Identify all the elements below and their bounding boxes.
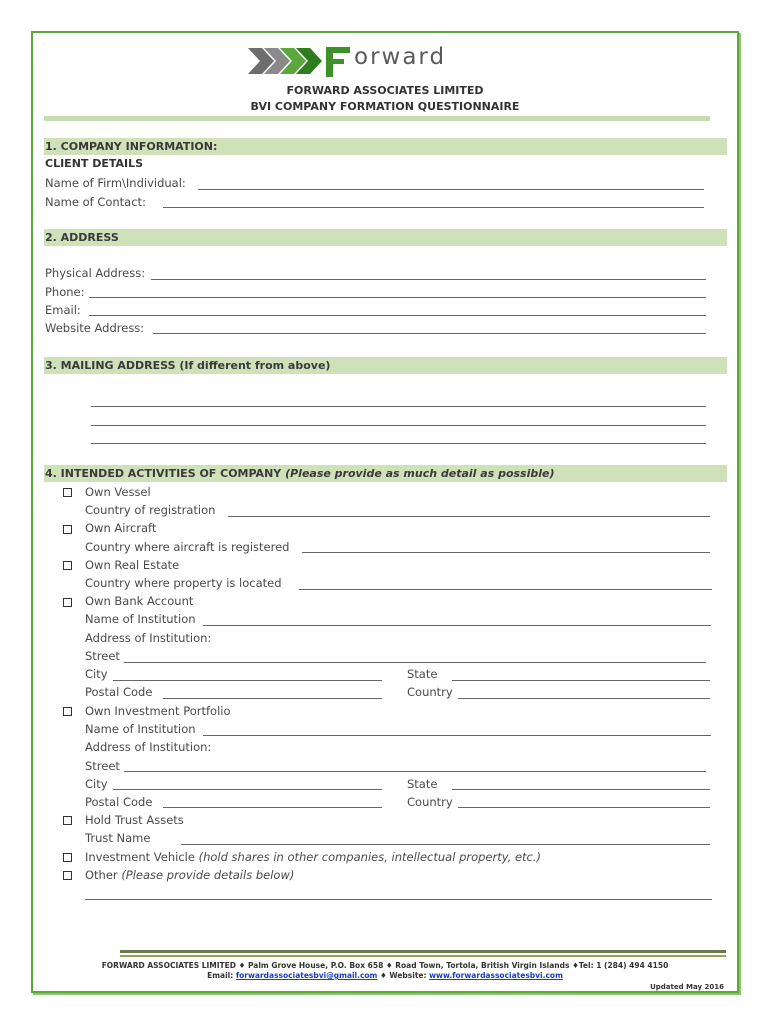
bank-institution-field[interactable]	[203, 625, 711, 626]
vessel-checkbox[interactable]	[63, 488, 72, 497]
bank-city-field[interactable]	[113, 680, 382, 681]
mailing-line-2[interactable]	[91, 425, 706, 426]
portfolio-checkbox[interactable]	[63, 707, 72, 716]
aircraft-country-label: Country where aircraft is registered	[85, 540, 290, 554]
trust-checkbox[interactable]	[63, 816, 72, 825]
document-title: BVI COMPANY FORMATION QUESTIONNAIRE	[250, 100, 520, 113]
email-label: Email:	[45, 303, 81, 317]
aircraft-checkbox[interactable]	[63, 525, 72, 534]
contact-label: Name of Contact:	[45, 195, 146, 209]
property-country-label: Country where property is located	[85, 576, 282, 590]
client-details-heading: CLIENT DETAILS	[45, 157, 144, 170]
phone-field[interactable]	[89, 297, 706, 298]
footer-divider-dark	[120, 950, 726, 953]
portfolio-address-label: Address of Institution:	[85, 740, 212, 754]
bank-street-field[interactable]	[124, 662, 706, 663]
aircraft-label: Own Aircraft	[85, 521, 157, 535]
physical-address-field[interactable]	[151, 279, 706, 280]
section-company-information: 1. COMPANY INFORMATION:	[44, 138, 727, 155]
bank-account-checkbox[interactable]	[63, 598, 72, 607]
website-label: Website Address:	[45, 321, 145, 335]
vessel-country-label: Country of registration	[85, 503, 216, 517]
bank-street-label: Street	[85, 649, 120, 663]
portfolio-institution-field[interactable]	[203, 735, 711, 736]
activities-note: (Please provide as much detail as possible)	[285, 467, 555, 480]
other-text: Other	[85, 868, 122, 882]
vessel-country-field[interactable]	[228, 516, 710, 517]
bank-account-label: Own Bank Account	[85, 594, 194, 608]
logo-chevrons-icon	[248, 44, 358, 78]
other-note: (Please provide details below)	[121, 868, 295, 882]
trust-label: Hold Trust Assets	[85, 813, 184, 827]
header-divider	[44, 116, 710, 121]
footer-website-label: ♦ Website:	[377, 971, 430, 980]
other-checkbox[interactable]	[63, 871, 72, 880]
portfolio-city-field[interactable]	[113, 789, 382, 790]
section-address: 2. ADDRESS	[44, 229, 727, 246]
mailing-line-1[interactable]	[91, 406, 706, 407]
bank-postal-field[interactable]	[163, 698, 382, 699]
firm-field[interactable]	[198, 189, 704, 190]
real-estate-label: Own Real Estate	[85, 558, 180, 572]
portfolio-city-label: City	[85, 777, 108, 791]
bank-city-label: City	[85, 667, 108, 681]
real-estate-checkbox[interactable]	[63, 561, 72, 570]
aircraft-country-field[interactable]	[302, 552, 710, 553]
property-country-field[interactable]	[299, 589, 712, 590]
portfolio-postal-field[interactable]	[163, 807, 382, 808]
investment-vehicle-checkbox[interactable]	[63, 853, 72, 862]
other-details-field[interactable]	[85, 899, 712, 900]
portfolio-street-field[interactable]	[124, 771, 706, 772]
portfolio-country-field[interactable]	[458, 807, 710, 808]
bank-institution-label: Name of Institution	[85, 612, 196, 626]
investment-vehicle-note: (hold shares in other companies, intellectual property, etc.)	[198, 850, 542, 864]
forward-logo	[248, 44, 508, 78]
footer-email-link[interactable]: forwardassociatesbvi@gmail.com	[235, 971, 378, 980]
bank-state-field[interactable]	[452, 680, 710, 681]
portfolio-state-label: State	[407, 777, 438, 791]
email-field[interactable]	[89, 315, 706, 316]
contact-field[interactable]	[163, 207, 704, 208]
footer-contact	[0, 971, 770, 980]
footer-divider-light	[120, 955, 726, 957]
trust-name-field[interactable]	[181, 844, 710, 845]
bank-country-label: Country	[407, 685, 453, 699]
investment-vehicle-text: Investment Vehicle	[85, 850, 199, 864]
bank-state-label: State	[407, 667, 438, 681]
bank-country-field[interactable]	[458, 698, 710, 699]
section-intended-activities	[44, 465, 727, 482]
logo-wordmark: orward	[354, 44, 447, 70]
activities-title: 4. INTENDED ACTIVITIES OF COMPANY	[45, 467, 286, 480]
firm-label: Name of Firm\Individual:	[45, 176, 186, 190]
physical-address-label: Physical Address:	[45, 266, 146, 280]
bank-postal-label: Postal Code	[85, 685, 153, 699]
mailing-line-3[interactable]	[91, 443, 706, 444]
portfolio-country-label: Country	[407, 795, 453, 809]
footer-address: FORWARD ASSOCIATES LIMITED ♦ Palm Grove House, P.O. Box 658 ♦ Road Town, Tortola, British Virgin Islands ♦Tel: 1 (284) 494 4150	[101, 961, 669, 970]
portfolio-institution-label: Name of Institution	[85, 722, 196, 736]
portfolio-state-field[interactable]	[452, 789, 710, 790]
investment-vehicle-label	[85, 850, 541, 864]
website-field[interactable]	[153, 333, 706, 334]
portfolio-postal-label: Postal Code	[85, 795, 153, 809]
updated-date: Updated May 2016	[650, 983, 724, 991]
portfolio-label: Own Investment Portfolio	[85, 704, 231, 718]
company-name: FORWARD ASSOCIATES LIMITED	[286, 84, 484, 97]
footer-website-link[interactable]: www.forwardassociatesbvi.com	[429, 971, 563, 980]
other-label	[85, 868, 294, 882]
trust-name-label: Trust Name	[85, 831, 151, 845]
vessel-label: Own Vessel	[85, 485, 151, 499]
phone-label: Phone:	[45, 285, 85, 299]
section-mailing-address: 3. MAILING ADDRESS (If different from above)	[44, 357, 727, 374]
footer-email-label: Email:	[207, 971, 236, 980]
portfolio-street-label: Street	[85, 759, 120, 773]
bank-address-label: Address of Institution:	[85, 631, 212, 645]
